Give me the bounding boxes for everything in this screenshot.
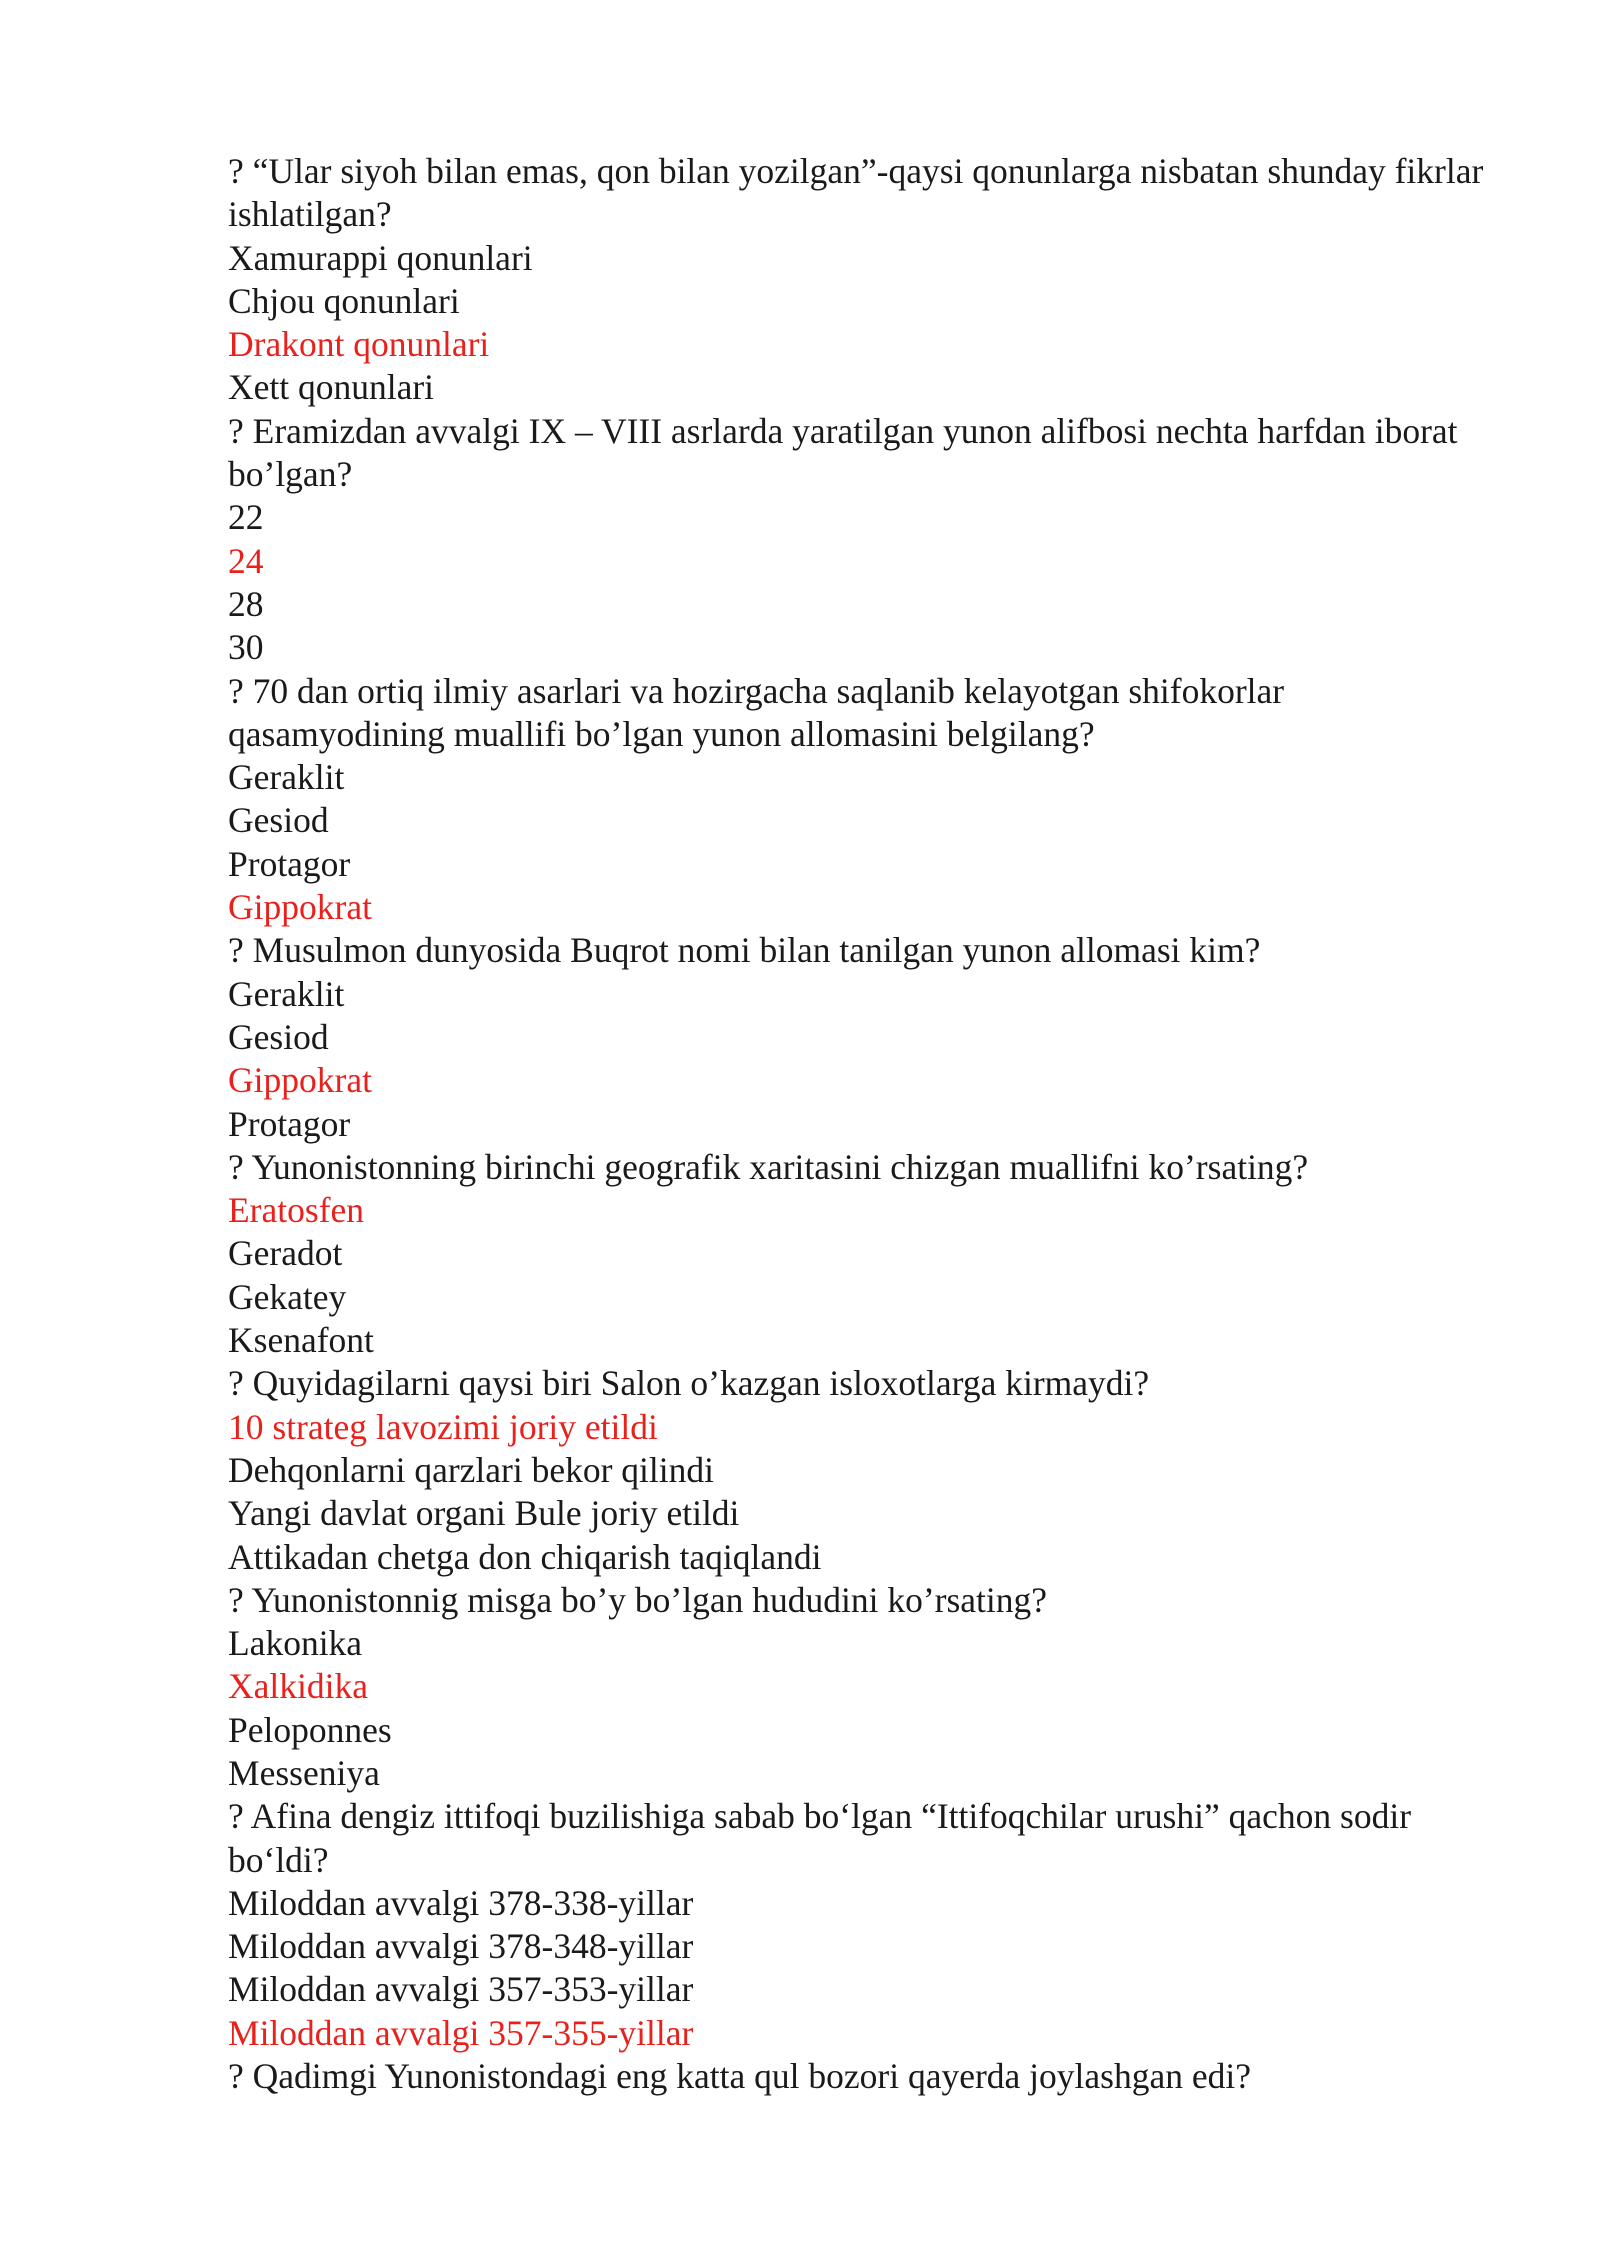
document-page [228, 150, 1500, 2098]
question-text: ? Quyidagilarni qaysi biri Salon o’kazgan isloxotlarga kirmaydi? [228, 1363, 1150, 1404]
answer-option: Gesiod [228, 1016, 329, 1057]
answer-option: 30 [228, 627, 264, 668]
question-text: ? Eramizdan avvalgi IX – VIII asrlarda yaratilgan yunon alifbosi nechta harfdan iborat bo’lgan? [228, 410, 1467, 495]
answer-option-correct: Drakont qonunlari [228, 324, 490, 365]
answer-option: Gesiod [228, 800, 329, 841]
question-text: ? 70 dan ortiq ilmiy asarlari va hozirgacha saqlanib kelayotgan shifokorlar qasamyodining muallifi bo’lgan yunon allomasini belgilang? [228, 670, 1293, 754]
answer-option: Geraklit [228, 973, 345, 1014]
answer-option-correct: Miloddan avvalgi 357-355-yillar [228, 2012, 694, 2053]
answer-option: Yangi davlat organi Bule joriy etildi [228, 1493, 740, 1534]
answer-option: Messeniya [228, 1752, 380, 1793]
answer-option: Geradot [228, 1233, 343, 1274]
answer-option-correct: Eratosfen [228, 1190, 365, 1231]
answer-option: Attikadan chetga don chiqarish taqiqlandi [228, 1536, 822, 1577]
answer-option-correct: Gippokrat [228, 1060, 372, 1101]
answer-option: Dehqonlarni qarzlari bekor qilindi [228, 1449, 714, 1490]
question-text: ? Yunonistonnig misga bo’y bo’lgan hududini ko’rsating? [228, 1579, 1048, 1620]
answer-option: Xamurappi qonunlari [228, 237, 533, 278]
answer-option: Peloponnes [228, 1709, 392, 1750]
answer-option: Ksenafont [228, 1320, 374, 1361]
answer-option: Miloddan avvalgi 378-348-yillar [228, 1926, 694, 1967]
answer-option: Miloddan avvalgi 357-353-yillar [228, 1969, 694, 2010]
answer-option: Protagor [228, 843, 351, 884]
answer-option: Miloddan avvalgi 378-338-yillar [228, 1882, 694, 1923]
question-text: ? Afina dengiz ittifoqi buzilishiga sabab bo‘lgan “Ittifoqchilar urushi” qachon sodir bo‘ldi? [228, 1796, 1420, 1880]
answer-option: Lakonika [228, 1623, 363, 1664]
question-text: ? Qadimgi Yunonistondagi eng katta qul bozori qayerda joylashgan edi? [228, 2056, 1251, 2097]
answer-option: Gekatey [228, 1276, 347, 1317]
answer-option: 22 [228, 497, 264, 538]
answer-option-correct: 24 [228, 540, 264, 581]
question-text: ? Yunonistonning birinchi geografik xaritasini chizgan muallifni ko’rsating? [228, 1146, 1309, 1187]
answer-option: Geraklit [228, 757, 345, 798]
answer-option-correct: Xalkidika [228, 1666, 368, 1707]
answer-option: Xett qonunlari [228, 367, 435, 408]
answer-option: 28 [228, 583, 264, 624]
answer-option-correct: 10 strateg lavozimi joriy etildi [228, 1406, 658, 1447]
question-text: ? Musulmon dunyosida Buqrot nomi bilan tanilgan yunon allomasi kim? [228, 930, 1261, 971]
answer-option: Chjou qonunlari [228, 280, 460, 321]
answer-option: Protagor [228, 1103, 351, 1144]
question-text: ? “Ular siyoh bilan emas, qon bilan yozilgan”-qaysi qonunlarga nisbatan shunday fikrlar ishlatilgan? [228, 151, 1493, 235]
answer-option-correct: Gippokrat [228, 887, 372, 928]
